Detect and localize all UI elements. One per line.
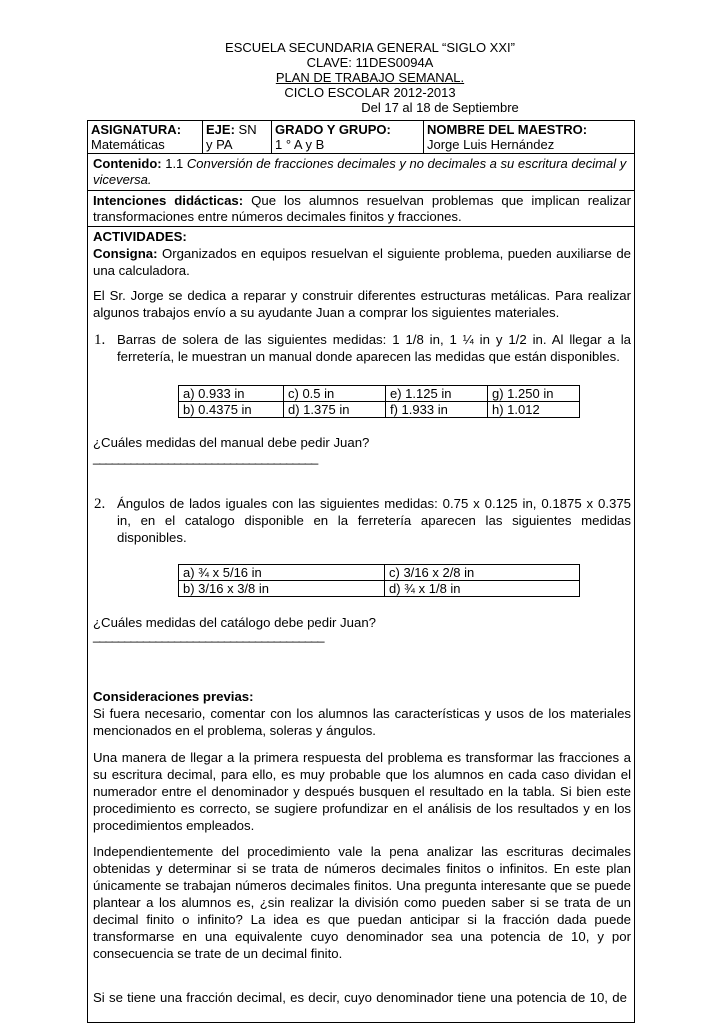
contenido-label: Contenido: [93, 156, 162, 171]
intenciones-section [93, 193, 631, 225]
consigna-label: Consigna: [93, 246, 158, 261]
option-cell: h) 1.012 [488, 402, 580, 418]
option-cell: b) 0.4375 in [179, 402, 284, 418]
consideraciones-p4: Si se tiene una fracción decimal, es decir, cuyo denominador tiene una potencia de 10, de [93, 990, 627, 1005]
option-cell: b) 3/16 x 3/8 in [179, 581, 385, 597]
option-cell: g) 1.250 in [488, 386, 580, 402]
problem-intro: El Sr. Jorge se dedica a reparar y construir diferentes estructuras metálicas. Para realizar algunos trabajos envío a su ayudante Juan a comprar los siguientes materiales. [93, 288, 631, 320]
maestro-value: Jorge Luis Hernández [427, 137, 555, 152]
date-range: Del 17 al 18 de Septiembre [361, 100, 519, 115]
contenido-section [93, 156, 631, 188]
grado-cell [272, 121, 424, 154]
option-cell: f) 1.933 in [386, 402, 488, 418]
info-table [87, 120, 635, 154]
maestro-label: NOMBRE DEL MAESTRO: [427, 122, 588, 137]
plan-title: PLAN DE TRABAJO SEMANAL. [275, 70, 465, 85]
item-2-options-table [178, 564, 580, 597]
item-1-answer-line: ____________________________________ [93, 450, 318, 465]
grado-label: GRADO Y GRUPO: [275, 122, 391, 137]
divider [87, 226, 635, 227]
school-code: CLAVE: 11DES0094A [306, 55, 434, 70]
school-name: ESCUELA SECUNDARIA GENERAL “SIGLO XXI” [225, 40, 515, 55]
consideraciones-p2: Una manera de llegar a la primera respuesta del problema es transformar las fracciones a su escritura decimal, para ello, es muy probable que los alumnos en cada caso dividan el numerador entre el denominador y después busquen el resultado en la tabla. Si bien este procedimiento es correcto, se sugiere profundizar en el análisis de los resultados y en los procedimientos empleados. [93, 750, 631, 833]
consigna-text: Organizados en equipos resuelvan el siguiente problema, pueden auxiliarse de una calculadora. [93, 246, 631, 278]
consigna-section [93, 245, 631, 279]
option-cell: a) ¾ x 5/16 in [179, 565, 385, 581]
eje-cell [203, 121, 272, 154]
option-cell: c) 3/16 x 2/8 in [385, 565, 580, 581]
intenciones-label: Intenciones didácticas: [93, 193, 244, 208]
item-1-question: ¿Cuáles medidas del manual debe pedir Juan? [93, 435, 370, 450]
consideraciones-p1: Si fuera necesario, comentar con los alumnos las características y usos de los materiales mencionados en el problema, soleras y ángulos. [93, 706, 631, 738]
contenido-text: Conversión de fracciones decimales y no decimales a su escritura decimal y viceversa. [93, 156, 627, 187]
option-cell: e) 1.125 in [386, 386, 488, 402]
eje-value: SN [238, 122, 257, 137]
grado-value: 1 ° A y B [275, 137, 325, 152]
maestro-cell [424, 121, 635, 154]
option-cell: a) 0.933 in [179, 386, 284, 402]
eje-value-2: y PA [206, 137, 233, 152]
consideraciones-p3: Independientemente del procedimiento vale la pena analizar las escrituras decimales obtenidas y determinar si se trata de números decimales finitos o infinitos. En este plan únicamente se trabajan números decimales finitos. Una pregunta interesante que se puede plantear a los alumnos es, ¿sin realizar la división como pueden saber si se trata de un decimal finito o infinito? La idea es que puedan anticipar si la fracción dada puede transformarse en una equivalente cuyo denominador sea una potencia de 10, y por consecuencia se trate de un decimal finito. [93, 844, 631, 961]
asignatura-cell [88, 121, 203, 154]
item-1-number: 1. [94, 332, 106, 348]
option-cell: c) 0.5 in [284, 386, 386, 402]
option-cell: d) 1.375 in [284, 402, 386, 418]
item-2-answer-line: _____________________________________ [93, 628, 324, 643]
school-year: CICLO ESCOLAR 2012-2013 [284, 85, 456, 100]
item-1-text: Barras de solera de las siguientes medidas: 1 1/8 in, 1 ¼ in y 1/2 in. Al llegar a la ferretería, le muestran un manual donde aparecen las medidas que están disponibles. [117, 332, 631, 364]
item-2-question: ¿Cuáles medidas del catálogo debe pedir Juan? [93, 615, 376, 630]
item-1-options-table [178, 385, 580, 418]
item-2-number: 2. [94, 496, 106, 512]
actividades-heading: ACTIVIDADES: [93, 229, 187, 244]
eje-label: EJE: [206, 122, 235, 137]
asignatura-value: Matemáticas [91, 137, 165, 152]
item-2-text: Ángulos de lados iguales con las siguientes medidas: 0.75 x 0.125 in, 0.1875 x 0.375 in, en el catalogo disponible en la ferretería aparecen las siguientes medidas disponibles. [117, 496, 631, 545]
option-cell: d) ¾ x 1/8 in [385, 581, 580, 597]
asignatura-label: ASIGNATURA: [91, 122, 182, 137]
intenciones-text: Que los alumnos resuelvan problemas que implican realizar transformaciones entre números decimales finitos y fracciones. [93, 193, 631, 224]
contenido-number: 1.1 [165, 156, 184, 171]
consideraciones-label: Consideraciones previas: [93, 689, 254, 704]
consideraciones-heading [93, 688, 631, 705]
actividades-label [93, 228, 631, 245]
divider [87, 190, 635, 191]
